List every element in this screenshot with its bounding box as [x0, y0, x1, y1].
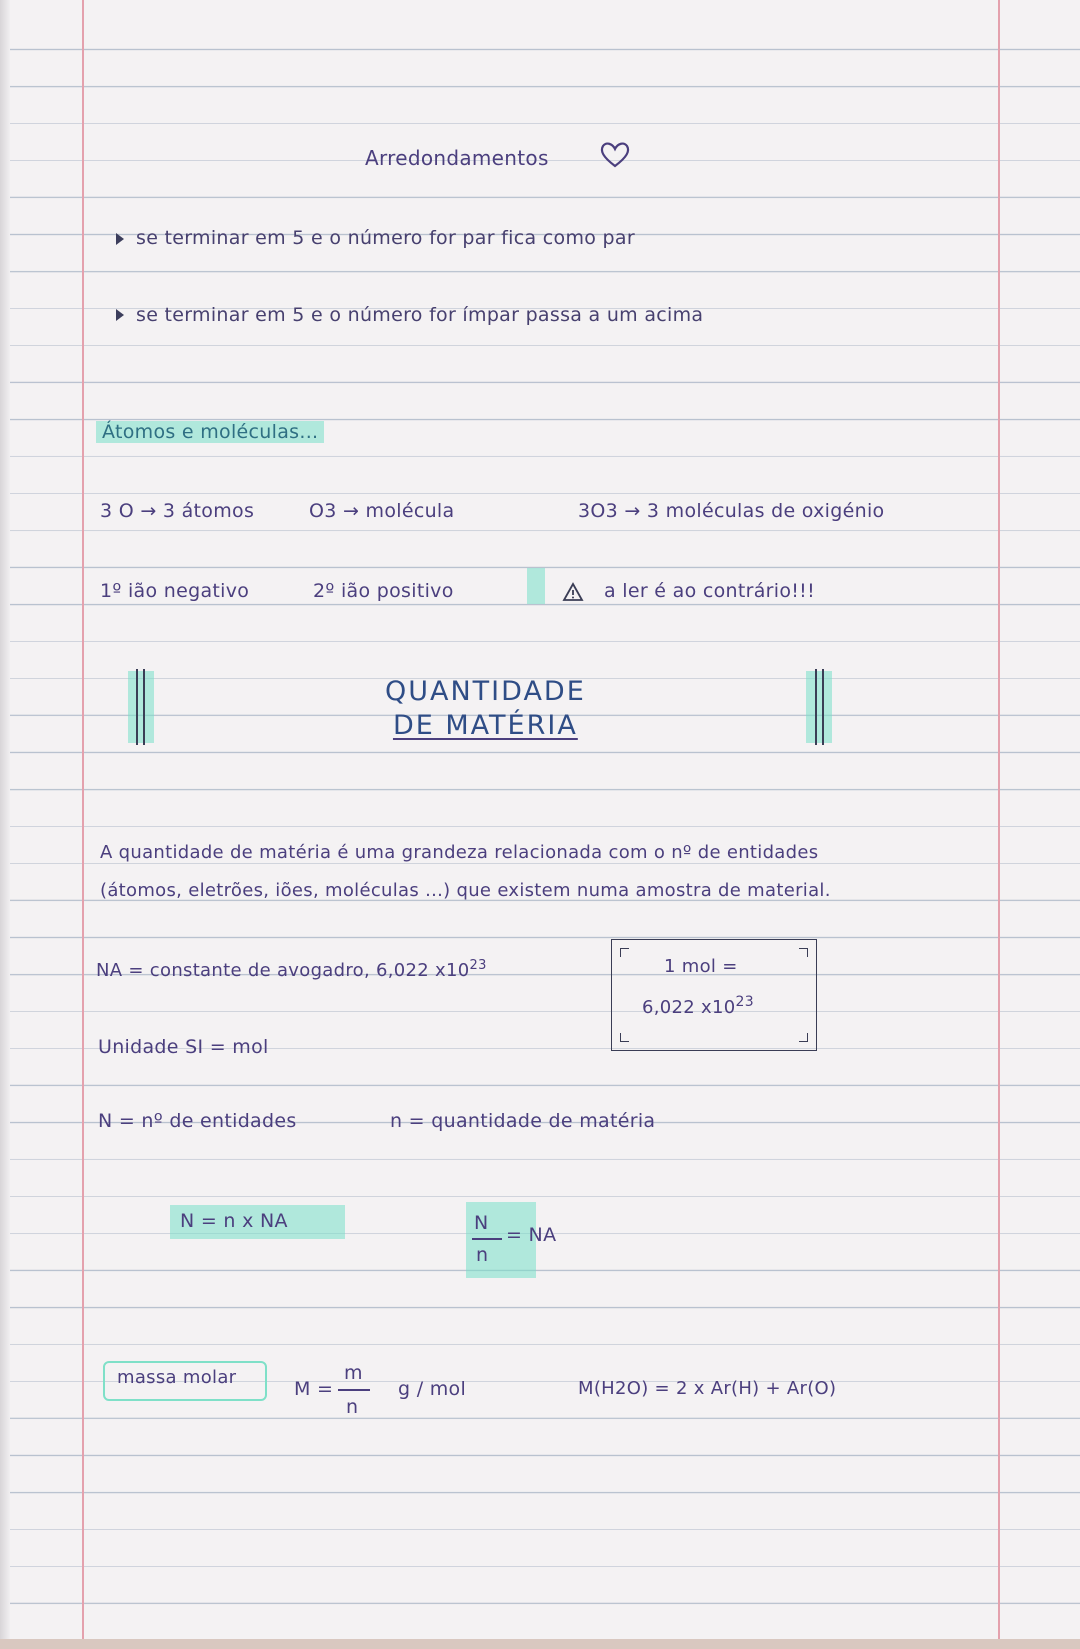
ion-second: 2º ião positivo: [313, 580, 454, 602]
bullet-icon: [116, 233, 124, 245]
quantity-heading-line-2: DE MATÉRIA: [392, 710, 578, 741]
avogadro-constant: [96, 958, 487, 981]
heart-icon: [598, 141, 632, 169]
right-margin-line: [998, 0, 1000, 1649]
quantity-heading: [385, 675, 586, 743]
highlight-mark: [527, 568, 545, 604]
avogadro-exponent: 23: [469, 958, 487, 973]
formula-2-denominator: n: [476, 1244, 489, 1266]
avogadro-label: NA = constante de avogadro, 6,022 x10: [96, 960, 470, 981]
molar-unit: g / mol: [398, 1378, 467, 1400]
ion-note: a ler é ao contrário!!!: [604, 580, 816, 602]
left-margin-line: [82, 0, 84, 1649]
formula-1: N = n x NA: [180, 1210, 288, 1232]
heading-bar-left: [128, 671, 154, 743]
rule-1: se terminar em 5 e o número for par fica como par: [136, 227, 635, 249]
ion-first: 1º ião negativo: [100, 580, 250, 602]
molar-formula-lhs: M =: [294, 1378, 334, 1400]
molar-denominator: n: [346, 1396, 359, 1418]
warning-icon: [562, 582, 584, 602]
heading-bar-right: [806, 671, 832, 743]
page-title: Arredondamentos: [365, 146, 549, 170]
def-N: N = nº de entidades: [98, 1110, 297, 1132]
example-atoms: 3 O → 3 átomos: [100, 500, 255, 522]
definition-line-2: (átomos, eletrões, iões, moléculas ...) que existem numa amostra de material.: [100, 880, 831, 901]
box-corner: [620, 1033, 629, 1042]
mol-line-2: [642, 994, 754, 1018]
box-corner: [799, 1033, 808, 1042]
page-edge: [0, 1639, 1080, 1649]
example-molecule: O3 → molécula: [309, 500, 455, 522]
box-corner: [620, 948, 629, 957]
quantity-heading-line-1: QUANTIDADE: [385, 676, 586, 707]
formula-2-rhs: = NA: [506, 1224, 557, 1246]
formula-2-fraction-bar: [472, 1238, 502, 1240]
bullet-icon: [116, 309, 124, 321]
mol-exponent: 23: [735, 994, 754, 1010]
mol-line-1: 1 mol =: [664, 956, 738, 977]
formula-2-numerator: N: [474, 1212, 489, 1234]
atoms-heading: Átomos e moléculas...: [96, 421, 324, 443]
definition-line-1: A quantidade de matéria é uma grandeza relacionada com o nº de entidades: [100, 842, 819, 863]
mol-value: 6,022 x10: [642, 997, 736, 1018]
molar-mass-label: massa molar: [117, 1367, 237, 1388]
si-unit: Unidade SI = mol: [98, 1036, 269, 1058]
molar-example: M(H2O) = 2 x Ar(H) + Ar(O): [578, 1378, 837, 1399]
mol-definition-box: [611, 939, 817, 1051]
box-corner: [799, 948, 808, 957]
rule-2: se terminar em 5 e o número for ímpar passa a um acima: [136, 304, 704, 326]
molar-numerator: m: [344, 1362, 363, 1384]
def-n: n = quantidade de matéria: [390, 1110, 656, 1132]
example-oxygen: 3O3 → 3 moléculas de oxigénio: [578, 500, 885, 522]
molar-fraction-bar: [338, 1389, 370, 1391]
